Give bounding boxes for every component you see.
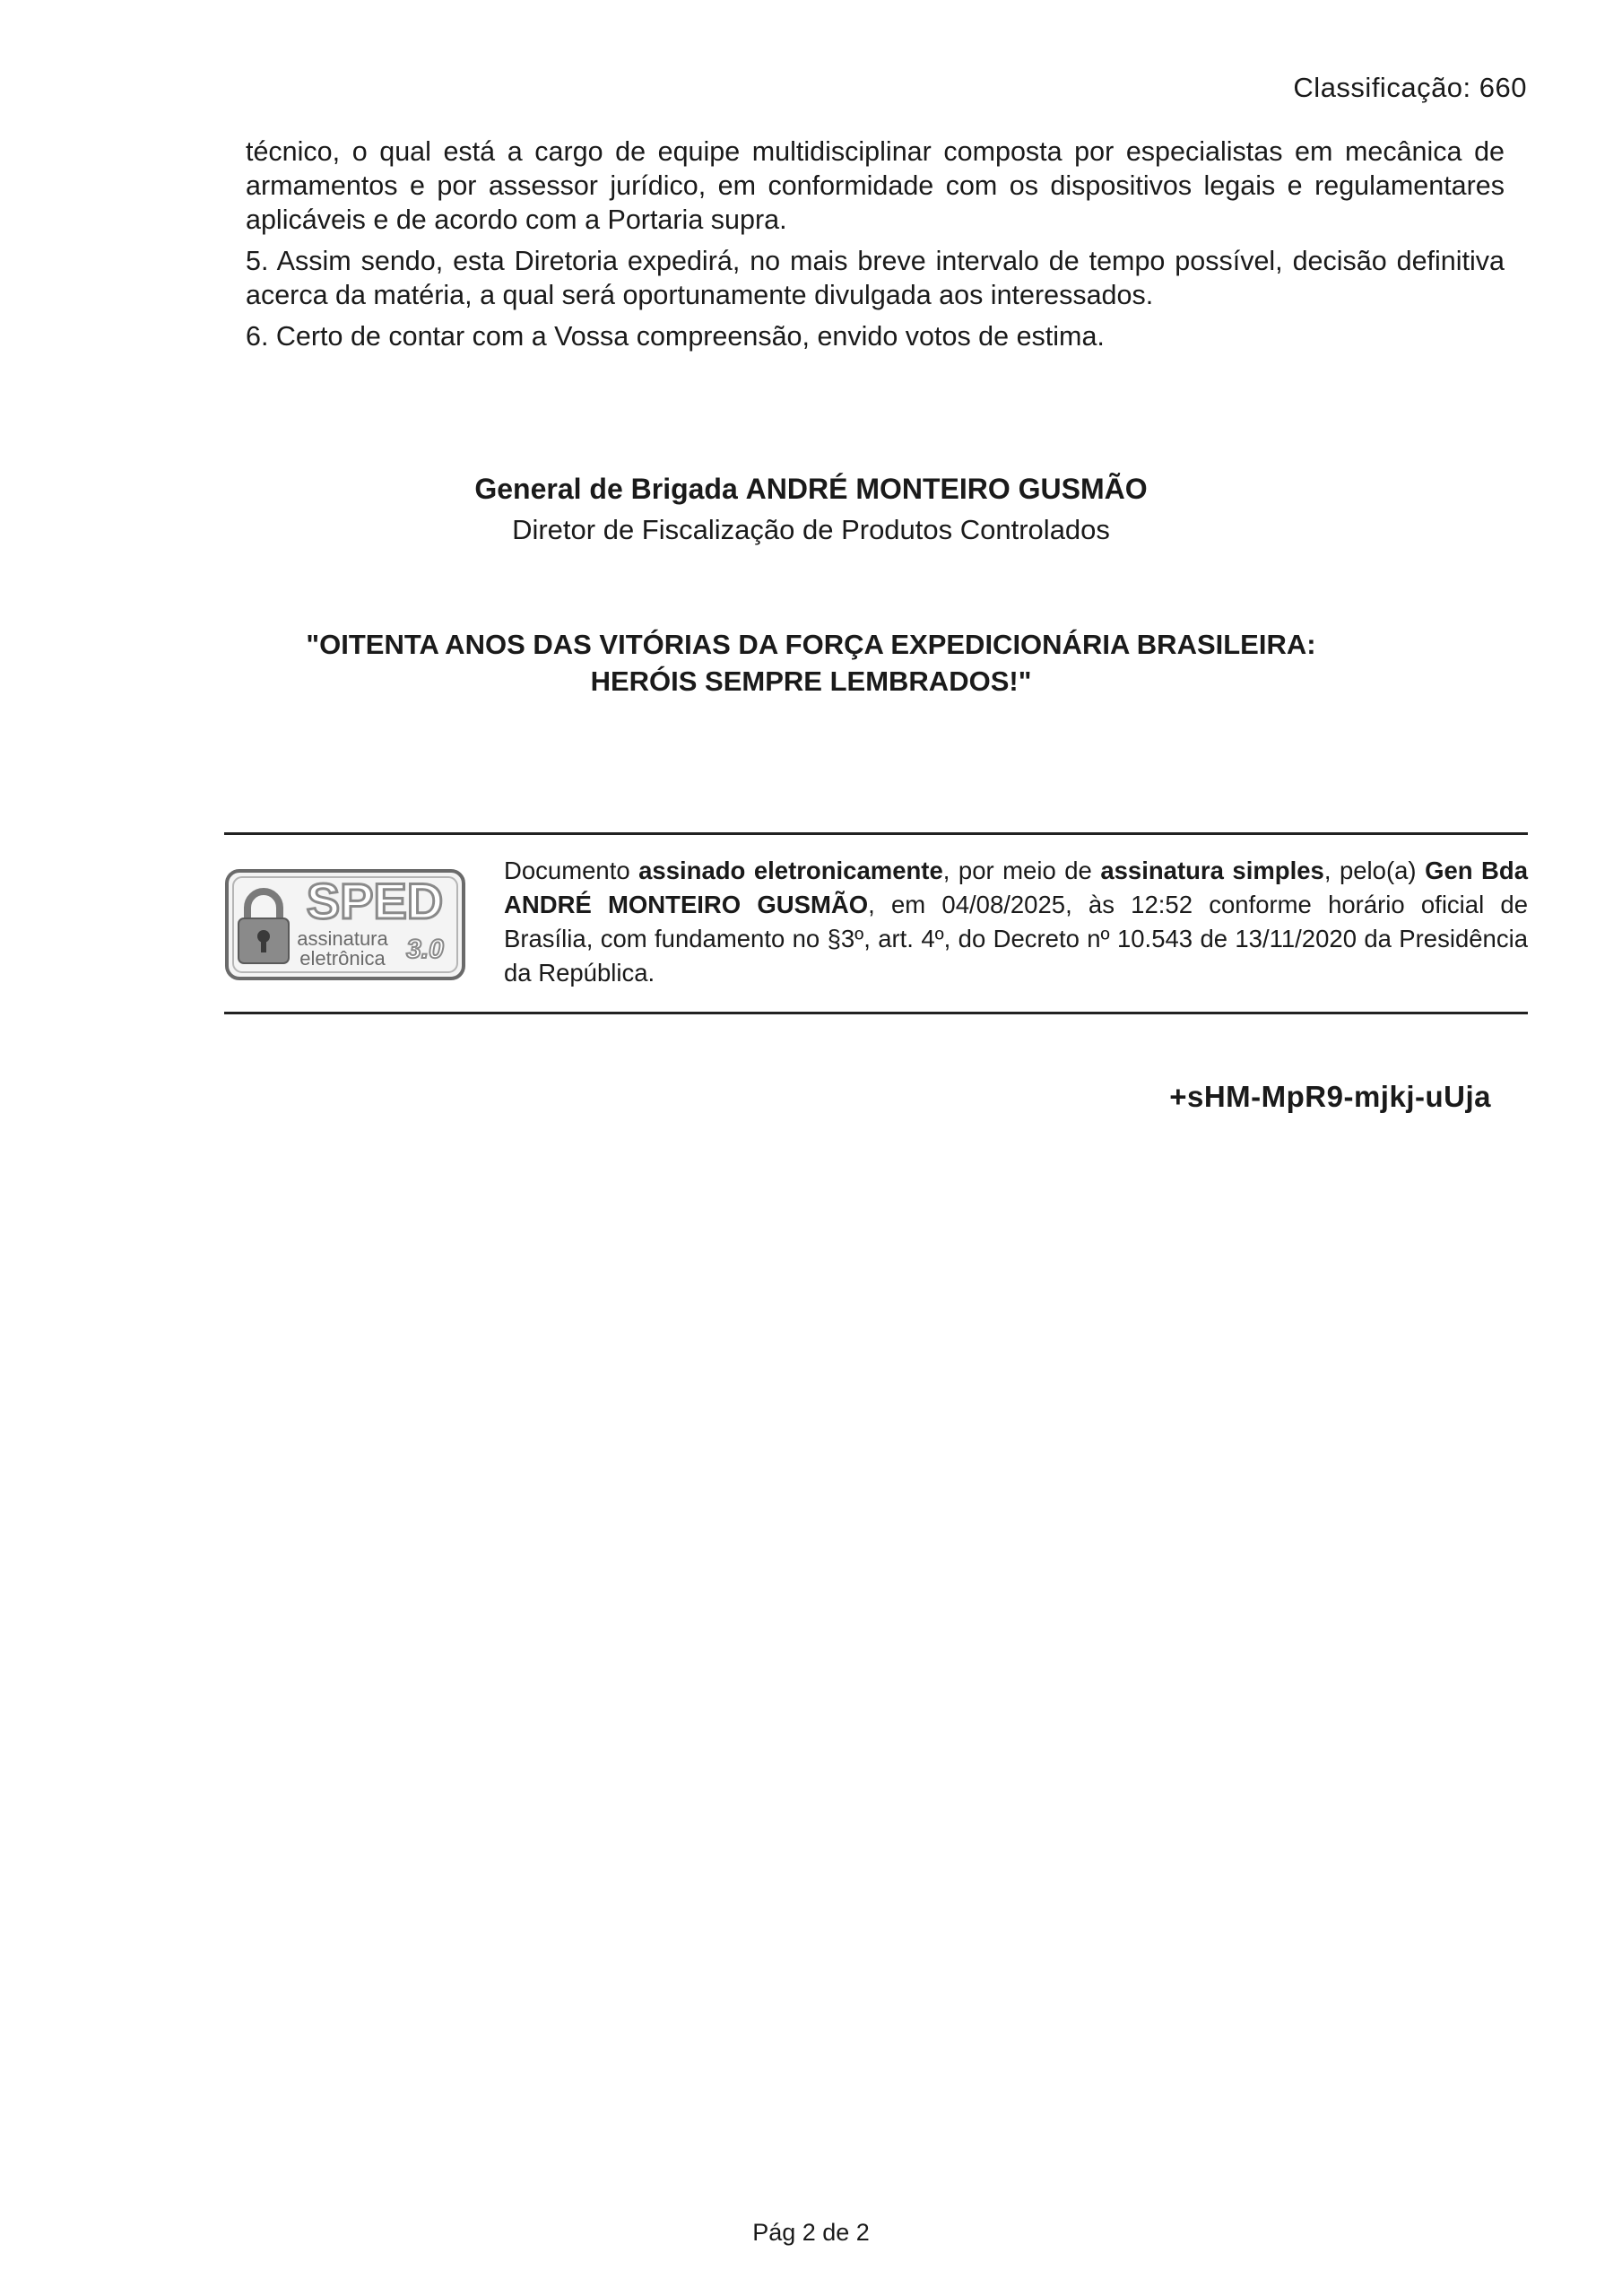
signatory-rank: General de Brigada xyxy=(474,473,738,505)
paragraph-continuation: técnico, o qual está a cargo de equipe multidisciplinar composta por especialistas em mecânica de armamentos e por assessor jurídico, em conformidade com os dispositivos legais e regulamentares aplicáveis e de acordo com a Portaria supra. xyxy=(246,136,1505,235)
authentication-code: +sHM-MpR9-mjkj-uUja xyxy=(1169,1080,1491,1113)
esig-signed-electronically: assinado eletronicamente xyxy=(638,857,943,884)
esig-text-2: , por meio de xyxy=(942,857,1101,884)
signatory-name-line xyxy=(0,468,1622,509)
classification-code: Classificação: 660 xyxy=(1293,72,1527,103)
paragraph-6: 6. Certo de contar com a Vossa compreensão, envido votos de estima. xyxy=(246,321,1105,352)
sped-version: 3.0 xyxy=(406,935,444,964)
signatory-role: Diretor de Fiscalização de Produtos Controlados xyxy=(512,514,1110,545)
esig-text-3: , pelo(a) xyxy=(1323,857,1426,884)
sped-brand-text: SPED xyxy=(306,873,444,929)
motto-line-1: "OITENTA ANOS DAS VITÓRIAS DA FORÇA EXPEDICIONÁRIA BRASILEIRA: xyxy=(306,629,1316,660)
sped-logo-line-1: assinatura xyxy=(297,927,388,950)
esig-signature-type: assinatura simples xyxy=(1100,857,1324,884)
esig-text-1: Documento xyxy=(504,857,639,884)
divider-bottom xyxy=(224,1012,1528,1014)
document-body xyxy=(246,135,1505,361)
sped-signature-logo xyxy=(224,868,466,981)
page-number: Pág 2 de 2 xyxy=(752,2219,870,2246)
institutional-motto xyxy=(0,626,1622,700)
signatory-name: ANDRÉ MONTEIRO GUSMÃO xyxy=(745,473,1148,505)
electronic-signature-statement xyxy=(504,854,1528,990)
divider-top xyxy=(224,832,1528,835)
sped-logo-line-2: eletrônica xyxy=(299,947,386,970)
motto-line-2: HERÓIS SEMPRE LEMBRADOS!" xyxy=(590,665,1032,697)
signature-block xyxy=(0,468,1622,551)
paragraph-5: 5. Assim sendo, esta Diretoria expedirá, no mais breve intervalo de tempo possível, decisão definitiva acerca da matéria, a qual será oportunamente divulgada aos interessados. xyxy=(246,246,1505,310)
esig-signer: Gen Bda ANDRÉ MONTEIRO GUSMÃO xyxy=(504,857,1529,918)
esig-text-4: , em 04/08/2025, às 12:52 conforme horário oficial de Brasília, com fundamento no §3º, art. 4º, do Decreto nº 10.543 de 13/11/2020 da Presidência da República. xyxy=(504,891,1529,987)
